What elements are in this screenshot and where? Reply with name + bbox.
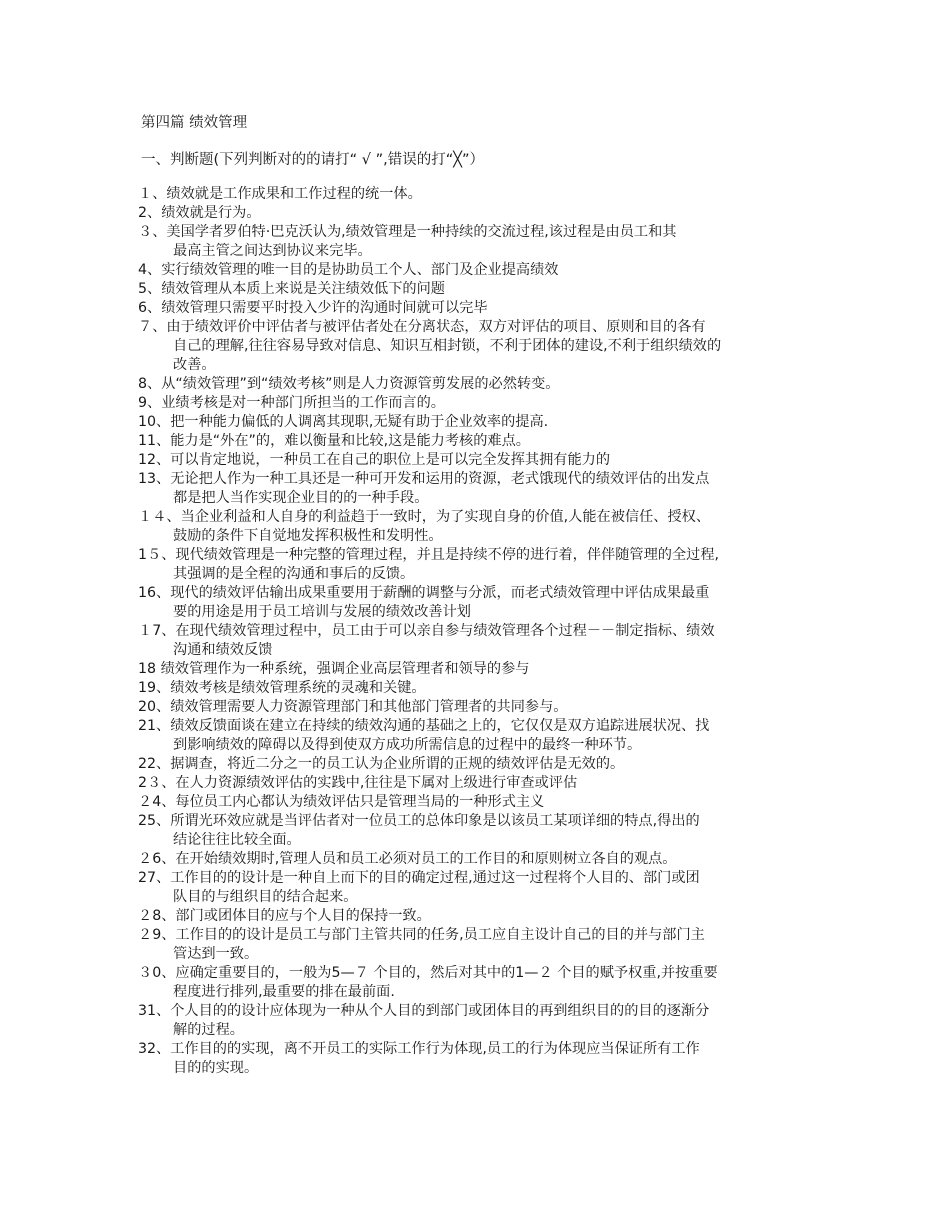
list-item <box>138 1040 828 1078</box>
list-item <box>138 318 828 375</box>
item-text: 13、无论把人作为一种工具还是一种可开发和运用的资源，老式饿现代的绩效评估的出发点 <box>138 471 710 487</box>
item-text: 22、据调查，将近二分之一的员工认为企业所谓的正规的绩效评估是无效的。 <box>138 756 625 772</box>
item-text: 5、绩效管理从本质上来说是关注绩效低下的问题 <box>138 281 445 297</box>
item-text-continuation: 管达到一致。 <box>173 946 259 962</box>
item-text: 1５、现代绩效管理是一种完整的管理过程，并且是持续不停的进行着，伴伴随管理的全过程, <box>138 547 720 563</box>
list-item <box>138 261 828 280</box>
list-item <box>138 926 828 964</box>
item-text-continuation: 最高主管之间达到协议来完毕。 <box>173 243 372 259</box>
list-item <box>138 774 828 793</box>
list-item <box>138 812 828 850</box>
list-item <box>138 204 828 223</box>
item-text: １、绩效就是工作成果和工作过程的统一体。 <box>138 186 422 202</box>
list-item <box>138 413 828 432</box>
item-text: ２9、工作目的的设计是员工与部门主管共同的任务,员工应自主设计自己的目的并与部门主 <box>138 927 705 943</box>
item-text: 21、绩效反馈面谈在建立在持续的绩效沟通的基础之上的，它仅仅是双方追踪进展状况、找 <box>138 718 710 734</box>
list-item <box>138 470 828 508</box>
item-text: 4、实行绩效管理的唯一目的是协助员工个人、部门及企业提高绩效 <box>138 262 559 278</box>
item-text: 32、工作目的的实现，离不开员工的实际工作行为体现,员工的行为体现应当保证所有工作 <box>138 1041 700 1057</box>
item-text: ２6、在开始绩效期时,管理人员和员工必须对员工的工作目的和原则树立各自的观点。 <box>138 851 677 867</box>
list-item <box>138 508 828 546</box>
item-text: 27、工作目的的设计是一种自上而下的目的确定过程,通过这一过程将个人目的、部门或团 <box>138 870 700 886</box>
list-item <box>138 451 828 470</box>
item-text: 2、绩效就是行为。 <box>138 205 261 221</box>
list-item <box>138 698 828 717</box>
item-text: ２8、部门或团体目的应与个人目的保持一致。 <box>138 908 431 924</box>
item-text: 16、现代的绩效评估输出成果重要用于薪酬的调整与分派，而老式绩效管理中评估成果最重 <box>138 585 710 601</box>
item-text-continuation: 到影响绩效的障碍以及得到使双方成功所需信息的过程中的最终一种环节。 <box>173 737 642 753</box>
list-item <box>138 432 828 451</box>
item-text-continuation: 程度进行排列,最重要的排在最前面. <box>173 984 395 1000</box>
list-item <box>138 584 828 622</box>
list-item <box>138 717 828 755</box>
list-item <box>138 869 828 907</box>
list-item <box>138 964 828 1002</box>
list-item <box>138 299 828 318</box>
list-item <box>138 622 828 660</box>
item-text: 2３、在人力资源绩效评估的实践中,往往是下属对上级进行审查或评估 <box>138 775 578 791</box>
item-text: 25、所谓光环效应就是当评估者对一位员工的总体印象是以该员工某项详细的特点,得出的 <box>138 813 700 829</box>
question-list <box>138 185 828 1078</box>
item-text: 19、绩效考核是绩效管理系统的灵魂和关键。 <box>138 680 426 696</box>
item-text-continuation: 队目的与组织目的结合起来。 <box>173 889 358 905</box>
item-text: 20、绩效管理需要人力资源管理部门和其他部门管理者的共同参与。 <box>138 699 568 715</box>
item-text-continuation: 目的的实现。 <box>173 1060 259 1076</box>
item-text: １7、在现代绩效管理过程中，员工由于可以亲自参与绩效管理各个过程－－制定指标、绩效 <box>138 623 715 639</box>
item-text-continuation: 其强调的是全程的沟通和事后的反馈。 <box>173 566 415 582</box>
item-text-continuation: 改善。 <box>173 357 216 373</box>
section-heading: 一、判断题(下列判断对的的请打“ √ ”,错误的打“╳”） <box>141 152 484 168</box>
item-text-continuation: 要的用途是用于员工培训与发展的绩效改善计划 <box>173 604 471 620</box>
item-text: 10、把一种能力偏低的人调离其现职,无疑有助于企业效率的提高. <box>138 414 549 430</box>
list-item <box>138 907 828 926</box>
item-text: 6、绩效管理只需要平时投入少许的沟通时间就可以完毕 <box>138 300 488 316</box>
list-item <box>138 755 828 774</box>
list-item <box>138 850 828 869</box>
item-text: ２4、每位员工内心都认为绩效评估只是管理当局的一种形式主义 <box>138 794 545 810</box>
item-text-continuation: 鼓励的条件下自觉地发挥积极性和发明性。 <box>173 528 443 544</box>
item-text: 31、个人目的的设计应体现为一种从个人目的到部门或团体目的再到组织目的的目的逐渐分 <box>138 1003 710 1019</box>
list-item <box>138 223 828 261</box>
list-item <box>138 546 828 584</box>
list-item <box>138 679 828 698</box>
list-item <box>138 394 828 413</box>
list-item <box>138 793 828 812</box>
item-text: ３0、应确定重要目的，一般为5—７ 个目的，然后对其中的1—２ 个目的赋予权重,并按重要 <box>138 965 718 981</box>
item-text: 18 绩效管理作为一种系统，强调企业高层管理者和领导的参与 <box>138 661 530 677</box>
list-item <box>138 280 828 299</box>
item-text: ７、由于绩效评价中评估者与被评估者处在分离状态，双方对评估的项目、原则和目的各有 <box>138 319 706 335</box>
item-text-continuation: 沟通和绩效反馈 <box>173 642 273 658</box>
list-item <box>138 1002 828 1040</box>
item-text: 9、业绩考核是对一种部门所担当的工作而言的。 <box>138 395 445 411</box>
item-text-continuation: 解的过程。 <box>173 1022 244 1038</box>
item-text: 11、能力是“外在”的，难以衡量和比较,这是能力考核的难点。 <box>138 433 530 449</box>
item-text: ３、美国学者罗伯特·巴克沃认为,绩效管理是一种持续的交流过程,该过程是由员工和其 <box>138 224 677 240</box>
list-item <box>138 185 828 204</box>
page-title: 第四篇 绩效管理 <box>141 115 248 131</box>
list-item <box>138 660 828 679</box>
item-text: 12、可以肯定地说，一种员工在自己的职位上是可以完全发挥其拥有能力的 <box>138 452 611 468</box>
item-text-continuation: 自己的理解,往往容易导致对信息、知识互相封锁，不利于团体的建设,不利于组织绩效的 <box>173 338 722 354</box>
item-text: 8、从“绩效管理”到“绩效考核”则是人力资源管剪发展的必然转变。 <box>138 376 560 392</box>
item-text: １４、当企业利益和人自身的利益趋于一致时，为了实现自身的价值,人能在被信任、授权、 <box>138 509 711 525</box>
list-item <box>138 375 828 394</box>
item-text-continuation: 结论往往比较全面。 <box>173 832 301 848</box>
item-text-continuation: 都是把人当作实现企业目的的一种手段。 <box>173 490 429 506</box>
